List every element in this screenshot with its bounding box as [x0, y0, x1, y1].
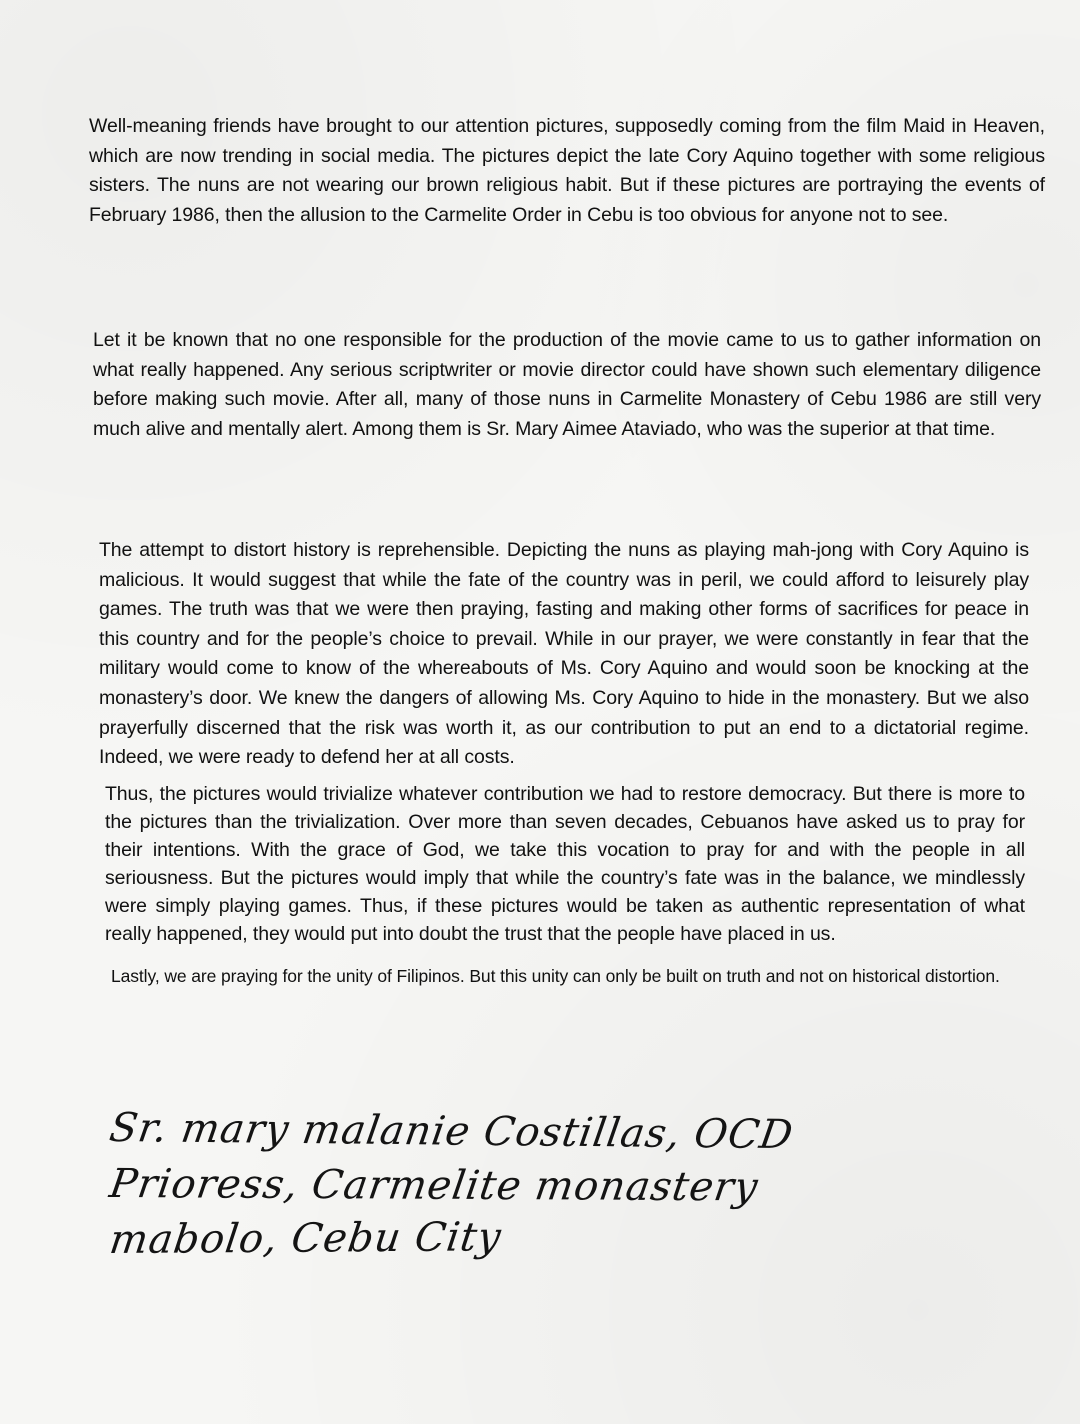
- handwritten-signature: [106, 1095, 797, 1295]
- paragraph-1: Well-meaning friends have brought to our attention pictures, supposedly coming from the film Maid in Heaven, which are now trending in social media. The pictures depict the late Cory Aquino together with some religious sisters. The nuns are not wearing our brown religious habit. But if these pictures are portraying the events of February 1986, then the allusion to the Carmelite Order in Cebu is too obvious for anyone not to see.: [89, 115, 1045, 226]
- signature-line-location: mabolo, Cebu City: [106, 1214, 505, 1264]
- paragraph-3: The attempt to distort history is reprehensible. Depicting the nuns as playing mah-jong with Cory Aquino is malicious. It would suggest that while the fate of the country was in peril, we could afford to leisurely play games. The truth was that we were then praying, fasting and making other forms of sacrifices for peace in this country and for the people’s choice to prevail. While in our prayer, we were constantly in fear that the military would come to know of the whereabouts of Ms. Cory Aquino and would soon be knocking at the monastery’s door. We knew the dangers of allowing Ms. Cory Aquino to hide in the monastery. But we also prayerfully discerned that the risk was worth it, as our contribution to put an end to a dictatorial regime. Indeed, we were ready to defend her at all costs.: [99, 539, 1029, 769]
- paragraph-2: Let it be known that no one responsible for the production of the movie came to us to gather information on what really happened. Any serious scriptwriter or movie director could have shown such elementary diligence before making such movie. After all, many of those nuns in Carmelite Monastery of Cebu 1986 are still very much alive and mentally alert. Among them is Sr. Mary Aimee Ataviado, who was the superior at that time.: [93, 329, 1041, 440]
- paragraph-5: Lastly, we are praying for the unity of Filipinos. But this unity can only be built on truth and not on historical distortion.: [111, 966, 1000, 986]
- signature-line-title: Prioress, Carmelite monastery: [106, 1161, 762, 1211]
- paragraph-4: Thus, the pictures would trivialize whatever contribution we had to restore democracy. But there is more to the pictures than the trivialization. Over more than seven decades, Cebuanos have asked us to pray for their intentions. With the grace of God, we take this vocation to pray for and with the people in all seriousness. But the pictures would imply that while the country’s fate was in the balance, we mindlessly were simply playing games. Thus, if these pictures would be taken as authentic representation of what really happened, they would put into doubt the trust that the people have placed in us.: [105, 783, 1025, 945]
- signature-line-name: Sr. mary malanie Costillas, OCD: [106, 1105, 797, 1159]
